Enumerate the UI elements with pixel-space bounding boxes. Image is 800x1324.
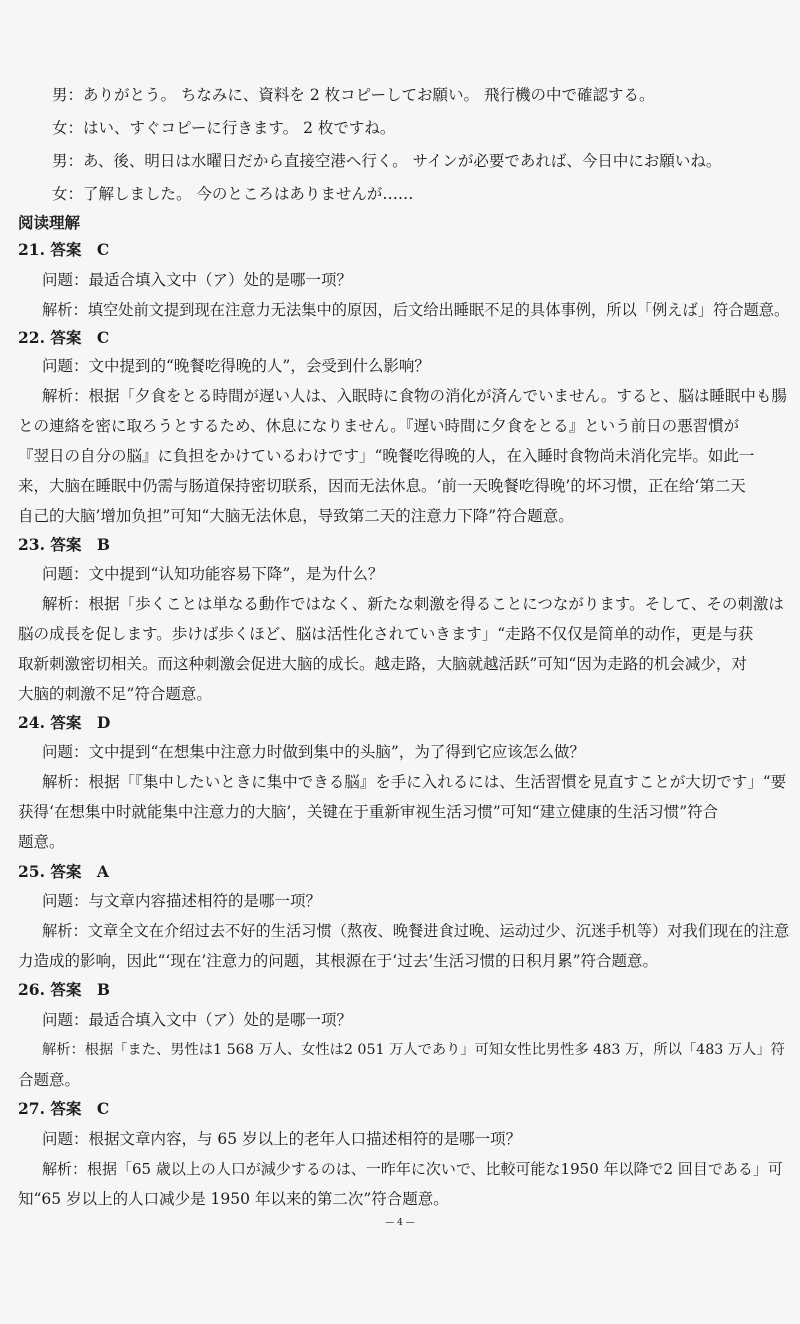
- question-22: 问题：文中提到的“晚餐吃得晚的人”，会受到什么影响？: [42, 357, 430, 375]
- question-25: 问题：与文章内容描述相符的是哪一项？: [42, 892, 322, 910]
- analysis-23-line-1: 解析：根据「歩くことは単なる動作ではなく、新たな刺激を得ることにつながります。そして、その刺激は: [42, 595, 784, 613]
- dialogue-line: 女：了解しました。 今のところはありませんが……: [52, 185, 414, 203]
- answer-25: 25. 答案 A: [18, 862, 109, 881]
- analysis-22-line-3: 『翌日の自分の脳』に負担をかけているわけです」“晚餐吃得晚的人，在入睡时食物尚未消化完毕。如此一: [18, 447, 755, 465]
- answer-23: 23. 答案 B: [18, 535, 110, 554]
- analysis-24-line-1: 解析：根据「『集中したいときに集中できる脳』を手に入れるには、生活習慣を見直すことが大切です」“要: [42, 773, 787, 791]
- question-27: 问题：根据文章内容，与 65 岁以上的老年人口描述相符的是哪一项？: [42, 1130, 522, 1148]
- dialogue-line: 男：あ、後、明日は水曜日だから直接空港へ行く。 サインが必要であれば、今日中にお願いね。: [52, 152, 722, 170]
- answer-24: 24. 答案 D: [18, 713, 111, 732]
- answer-22: 22. 答案 C: [18, 328, 110, 347]
- analysis-23-line-3: 取新刺激密切相关。而这种刺激会促进大脑的成长。越走路，大脑就越活跃”可知“因为走路的机会减少，对: [18, 655, 747, 673]
- analysis-22-line-5: 自己的大脑’增加负担”可知“大脑无法休息，导致第二天的注意力下降”符合题意。: [18, 507, 574, 525]
- dialogue-line: 男：ありがとう。 ちなみに、資料を 2 枚コピーしてお願い。 飛行機の中で確認する。: [52, 86, 655, 104]
- page-number: — 4 —: [385, 1218, 415, 1228]
- question-21: 问题：最适合填入文中（ア）处的是哪一项？: [42, 271, 353, 289]
- question-24: 问题：文中提到“在想集中注意力时做到集中的头脑”，为了得到它应该怎么做？: [42, 743, 585, 761]
- answer-21: 21. 答案 C: [18, 240, 110, 259]
- section-title: 阅读理解: [18, 213, 81, 232]
- analysis-24-line-3: 题意。: [18, 833, 65, 851]
- analysis-22-line-2: との連絡を密に取ろうとするため、休息になりません。『遅い時間に夕食をとる』という前日の悪習慣が: [18, 417, 740, 435]
- analysis-25-line-2: 力造成的影响，因此“‘现在’注意力的问题，其根源在于‘过去’生活习惯的日积月累”符合题意。: [18, 952, 659, 970]
- analysis-23-line-2: 脳の成長を促します。歩けば歩くほど、脳は活性化されていきます」“走路不仅仅是简单的动作，更是与获: [18, 625, 754, 643]
- analysis-21-line-1: 解析：填空处前文提到现在注意力无法集中的原因，后文给出睡眠不足的具体事例，所以「例えば」符合题意。: [42, 301, 790, 319]
- analysis-27-line-1: 解析：根据「65 歳以上の人口が減少するのは、一昨年に次いで、比較可能な1950 年以降で2 回目である」可: [42, 1160, 783, 1178]
- question-23: 问题：文中提到“认知功能容易下降”，是为什么？: [42, 565, 384, 583]
- analysis-23-line-4: 大脑的刺激不足”符合题意。: [18, 685, 212, 703]
- analysis-27-line-2: 知“65 岁以上的人口减少是 1950 年以来的第二次”符合题意。: [18, 1190, 449, 1208]
- answer-26: 26. 答案 B: [18, 980, 110, 999]
- question-26: 问题：最适合填入文中（ア）处的是哪一项？: [42, 1011, 353, 1029]
- dialogue-line: 女：はい、すぐコピーに行きます。 2 枚ですね。: [52, 119, 396, 137]
- analysis-26-line-1: 解析：根据「また、男性は1 568 万人、女性は2 051 万人であり」可知女性比男性多 483 万，所以「483 万人」符: [42, 1042, 785, 1058]
- answer-27: 27. 答案 C: [18, 1099, 110, 1118]
- analysis-26-line-2: 合题意。: [18, 1071, 81, 1089]
- analysis-24-line-2: 获得‘在想集中时就能集中注意力的大脑’，关键在于重新审视生活习惯”可知“建立健康的生活习惯”符合: [18, 803, 719, 821]
- analysis-22-line-1: 解析：根据「夕食をとる時間が遅い人は、入眠時に食物の消化が済んでいません。すると、脳は睡眠中も腸: [42, 387, 787, 405]
- analysis-25-line-1: 解析：文章全文在介绍过去不好的生活习惯（熬夜、晚餐进食过晚、运动过少、沉迷手机等）对我们现在的注意: [42, 922, 790, 940]
- analysis-22-line-4: 来，大脑在睡眠中仍需与肠道保持密切联系，因而无法休息。‘前一天晚餐吃得晚’的坏习惯，正在给‘第二天: [18, 477, 746, 495]
